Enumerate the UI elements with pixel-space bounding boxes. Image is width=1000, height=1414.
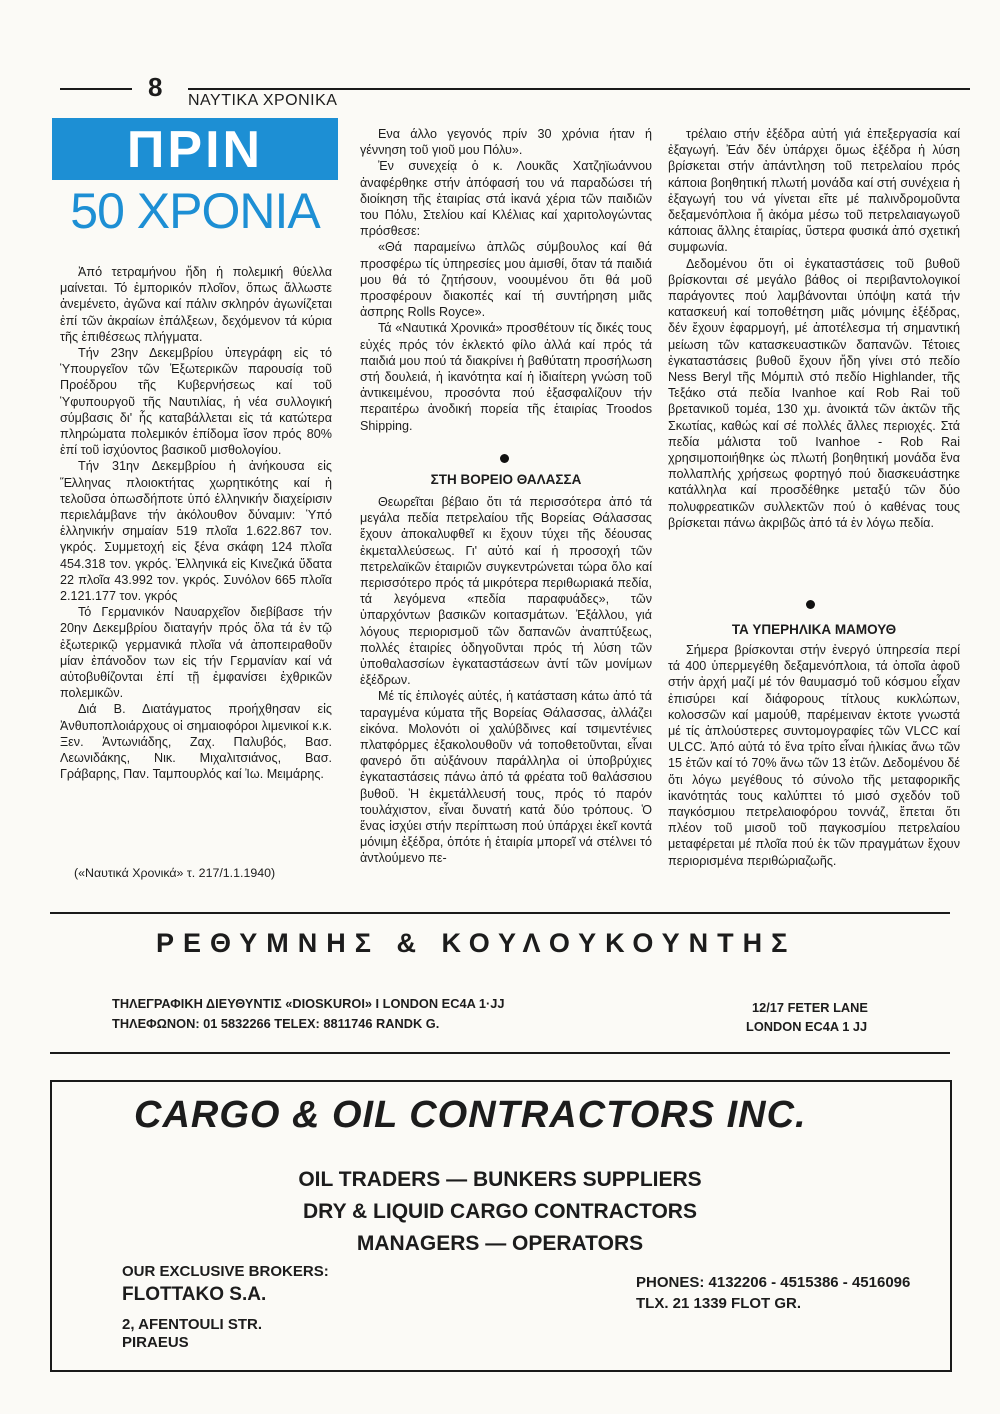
page-number: 8 (148, 72, 163, 102)
column-3-text-bottom (668, 642, 960, 869)
column-2-paragraph: Τά «Ναυτικά Χρονικά» προσθέτουν τίς δικές τους εὐχές πρός τόν ἐκλεκτό φίλο ἀλλά καί πρός τά παιδιά μου πού τά διακρίνει ἡ βαθύτατη προσήλωση στή δουλειά, ἡ ἱκανότητα καί ἡ ἰδιαίτερη γνώση τοῦ ἀντικειμένου, προσόντα πού ἐξασφαλίζουν τήν περαιτέρω ἀνοδική πορεία τῆς ἑταιρίας Troodos Shipping. (360, 321, 652, 433)
column-2-paragraph: «Θά παραμείνω ἁπλῶς σύμβουλος καί θά προσφέρω τίς ὑπηρεσίες μου ἀμισθί, ὅταν τά παιδιά μου θά τό ζητήσουν, νοουμένου ὅτι θά μοῦ προσφέρουν διακοπές καί τή συντήρηση μιᾶς ἀσπρης Rolls Royce». (360, 240, 652, 320)
column-3-paragraph: Σήμερα βρίσκονται στήν ἐνεργό ὑπηρεσία περί τά 400 ὑπερμεγέθη δεξαμενόπλοια, τά ὁποῖα ἀφοῦ στήν ἀρχή μαζί μέ τόν θαυμασμό τοῦ κόσμου εἶχαν ἐπισύρει καί διάφορους τίτλους κυκλώπων, κολοσσῶν καί μαμούθ, παρέμειναν ἐκτοτε γνωστά μέ τίς ἁπλούστερες συντομογραφίες τῶν VLCC καί ULCC. Ἀπό αὐτά τό ἕνα τρίτο εἶναι ἡλικίας ἄνω τῶν 15 ἐτῶν καί τό 70% ἄνω τῶν 13 ἐτῶν. Δεδομένου δέ ὅτι λόγω μεγέθους τό σύνολο τῆς μεταφορικῆς ἱκανότητάς τους καλύπτει τό μισό σχεδόν τοῦ παγκόσμιου πετρελαιοφόρου τοννάζ, ἕπεται ὅτι πλέον τοῦ μισοῦ τοῦ παγκοσμίου πετρελαίου μεταφέρεται μέ πλοῖα πού ἐκ τῶν πραγμάτων ἔχουν περιορισμένα περιθώριαζωῆς. (668, 643, 960, 868)
section-title-block (52, 118, 338, 240)
column-1-paragraph: Ἀπό τετραμήνου ἤδη ἡ πολεμική θύελλα μαίνεται. Τό ἐμπορικόν πλοῖον, ὅπως ἄλλωστε ἀνεμένετο, ἀγῶνα καί πάλιν σκληρόν ἀγωνίζεται ἐπί τῶν ἀκραίων ἐπάλξεων, δεχόμενον τά κύρια τῆς ἐπιθέσεως πλήγματα. (60, 265, 332, 344)
column-3-paragraph: Δεδομένου ὅτι οἱ ἐγκαταστάσεις τοῦ βυθοῦ βρίσκονται σέ μεγάλο βάθος οἱ περιβαντολογικοί παράγοντες πού λαμβάνονται ὑπόψη κατά τήν κατασκευή καί τοποθέτηση μιᾶς μόνιμης ἐξέδρας, δέν ἔχουν ἐφαρμογή, μέ ἀποτέλεσμα τή σημαντική μείωση τῶν κατασκευαστικῶν δαπανῶν. Τέτοιες ἐγκαταστάσεις βυθοῦ ἔχουν ἤδη γίνει στό πεδίο Ness Beryl τῆς Μόμπιλ στό πεδίο Highlander, τῆς Τεξάκο στά πεδία Ivanhoe καί Rob Rai τοῦ βρετανικοῦ τομέα, 130 χμ. ἀνοικτά τῶν ἀκτῶν τῆς Σκωτίας, καθώς καί σέ πολλές ἄλλες περιοχές. Στά πεδία μάλιστα τοῦ Ivanhoe - Rob Rai χρησιμοποιήθηκε ὡς πλωτή βοηθητική μονάδα ἕνα πολλαπλής χρήσεως φορτηγό πού διασκευάστηκε κατάλληλα καί προσδέθηκε μεταξύ τῶν δύο πολυφρεατικῶν συλλεκτῶν πού ὁ καθένας τους βρίσκεται πάνω ἀκριβῶς ἀπό τά ἐν λόγω πεδία. (668, 256, 960, 530)
column-1-text (60, 264, 332, 783)
advertisement-2-company-name: CARGO & OIL CONTRACTORS INC. (134, 1094, 807, 1136)
column-1-paragraph: Τήν 23ην Δεκεμβρίου ὑπεγράφη εἰς τό Ὑπουργεῖον τῶν Ἐξωτερικῶν παρουσίᾳ τοῦ Προέδρου τῆς Κυβερνήσεως καί τοῦ Ὑφυπουργοῦ τῆς Ναυτιλίας, ἡ νέα συλλογική σύμβασις δι' ἧς καταβάλλεται εἰς τά κατώτερα πληρώματα πολεμικόν ἐπίδομα ἴσον πρός 80% ἐπί τοῦ ἰσχύοντος βασικοῦ μισθολογίου. (60, 346, 332, 458)
header-rule-right (188, 88, 970, 90)
section-title-line1: ΠΡΙΝ (126, 121, 264, 179)
advertisement-2-phones: PHONES: 4132206 - 4515386 - 4516096 (636, 1274, 911, 1291)
advertisement-1-top-rule (50, 912, 950, 914)
advertisement-2-city: PIRAEUS (122, 1334, 189, 1351)
advertisement-2-brokers-label: OUR EXCLUSIVE BROKERS: (122, 1263, 329, 1280)
subheading-north-sea: ΣΤΗ ΒΟΡΕΙΟ ΘΑΛΑΣΣΑ (430, 472, 582, 487)
column-1-paragraph: Διά Β. Διατάγματος προήχθησαν εἰς Ἀνθυποπλοιάρχους οἱ σημαιοφόροι λιμενικοί κ.κ. Ξεν. Ἀντωνιάδης, Ζαχ. Παλυβός, Βασ. Λεωνιδάκης, Νικ. Μιχαλιτσιάνος, Βασ. Γράβαρης, Παν. Ταμπουρλός καί Ἰω. Μειμάρης. (60, 702, 332, 782)
column-2-text-top (360, 126, 652, 434)
advertisement-2-services-line-1: OIL TRADERS — BUNKERS SUPPLIERS (298, 1168, 702, 1191)
advertisement-2-street-address: 2, AFENTOULI STR. (122, 1316, 263, 1333)
section-divider-bullet (500, 454, 509, 463)
column-3-text-top (668, 126, 960, 531)
advertisement-1-phone-telex: ΤΗΛΕΦΩΝΟΝ: 01 5832266 TELEX: 8811746 RANDK G. (112, 1016, 440, 1031)
section-divider-bullet (806, 600, 815, 609)
subheading-mammoths: ΤΑ ΥΠΕΡΗΛΙΚΑ ΜΑΜΟΥΘ (731, 622, 897, 637)
column-1-paragraph: Τό Γερμανικόν Ναυαρχεῖον διεβίβασε τήν 20ην Δεκεμβρίου διαταγήν πρός ὅλα τά ἐν τῷ ἐξωτερικῷ γερμανικά πλοῖα νά ἀποπειραθοῦν μίαν ἐπάνοδον των εἰς τήν Γερμανίαν καί νά αὐτοβυθίζονται ἐπί τῇ ἐμφανίσει ἐχθρικῶν πολεμικῶν. (60, 605, 332, 701)
column-2-paragraph: Μέ τίς ἐπιλογές αὐτές, ἡ κατάσταση κάτω ἀπό τά ταραγμένα κύματα τῆς Βορείας Θάλασσας, ἀλλάζει εἰκόνα. Μολονότι οἱ χαλύβδινες καί τσιμεντένιες πλατφόρμες ἐξακολουθοῦν νά τοποθετοῦνται, εἶναι φανερό ὅτι αὐξάνουν παράλληλα οἱ ὑποβρύχιες ἐγκαταστάσεις πάνω ἀπό τά φρέατα τοῦ θαλάσσιου βυθοῦ. Ἡ ἐκμετάλλευσή τους, πρός τό παρόν τουλάχιστον, εἶναι δυνατή κατά δύο τρόπους. Ὁ ἕνας ἰσχύει στήν περίπτωση πού ὑπάρχει ἐκεῖ κοντά μόνιμη ἐξέδρα, ὁπότε ἡ ἑταιρία μπορεῖ νά στέλνει τό ἀντλούμενο πε- (360, 689, 652, 866)
article-source: («Ναυτικά Χρονικά» τ. 217/1.1.1940) (74, 866, 276, 880)
column-1-paragraph: Τήν 31ην Δεκεμβρίου ἡ ἀνήκουσα εἰς Ἕλληνας πλοιοκτήτας χωρητικότης καί ἡ τελοῦσα ὁπωσδήποτε ὑπό ἑλληνικήν διαχείρισιν περιελάμβανε τήν ἀκόλουθον δύναμιν: Ὑπό ἑλληνικήν σημαίαν 519 πλοῖα 1.622.867 τον. γκρός. Συμμετοχή εἰς ξένα σκάφη 124 πλοῖα 454.318 τον. γκρός. Ἑλληνικά εἰς Κινεζικά ὕδατα 22 πλοῖα 43.992 τον. γκρός. Συνόλον 665 πλοῖα 2.121.177 τον. γκρός (60, 459, 332, 604)
advertisement-1-company-name: ΡΕΘΥΜΝΗΣ & ΚΟΥΛΟΥΚΟΥΝΤΗΣ (156, 928, 797, 958)
column-2-text-bottom (360, 494, 652, 867)
publication-title: ΝΑΥΤΙΚΑ ΧΡΟΝΙΚΑ (188, 92, 338, 109)
column-2-paragraph: Θεωρεῖται βέβαιο ὅτι τά περισσότερα ἀπό τά μεγάλα πεδία πετρελαίου τῆς Βορείας Θάλασσας ἔχουν ἀποκαλυφθεῖ κι ἔχουν τύχει τῆς δέουσας ἐκμεταλλεύσεως. Γι' αὐτό καί ἡ προσοχή τῶν πετρελαϊκῶν ἑταιριῶν συγκεντρώνεται τώρα ὅλο καί περισσότερο πρός τά μικρότερα περιθωριακά πεδία, τά λεγόμενα «πεδία παραφυάδες», τῶν ὑπαρχόντων βασικῶν κοιτασμάτων. Ἐξάλλου, γιά λόγους περιορισμοῦ τῶν δαπανῶν ἀναπτύξεως, πολλές ἑταιρίες ὁδηγοῦνται πρός τή λύση τῶν ὑποθαλασσίων ἐγκαταστάσεων ἀντί τῶν μονίμων ἐξέδρων. (360, 495, 652, 688)
advertisement-1-bottom-rule (50, 1052, 950, 1054)
advertisement-1-street-address: 12/17 FETER LANE (752, 1000, 868, 1015)
column-2-paragraph: Ενα άλλο γεγονός πρίν 30 χρόνια ήταν ή γέννηση τοῦ γιοῦ μου Πόλυ». (360, 127, 652, 158)
section-title-line2: 50 ΧΡΟΝΙΑ (70, 183, 320, 239)
column-3-paragraph: τρέλαιο στήν ἐξέδρα αὐτή γιά ἐπεξεργασία καί ἐξαγωγή. Ἐάν δέν ὑπάρχει ὅμως ἐξέδρα ἡ λύση βρίσκεται στήν ἀπάντληση τοῦ πετρελαίου πρός κάποια βοηθητική πλωτή μονάδα καί στή συνέχεια ἡ ἐξαγωγή του νά γίνεται εἴτε μέ παλινδρομοῦντα δεξαμενόπλοια ἤ ἀκόμα μέσω τοῦ πετρελαιαγωγοῦ κάποιας ἄλλης ἑταιρίας, ὕστερα φυσικά ἀπό σχετική συμφωνία. (668, 127, 960, 255)
advertisement-1-city-address: LONDON EC4A 1 JJ (746, 1019, 868, 1034)
advertisement-2-services-line-3: MANAGERS — OPERATORS (356, 1232, 644, 1255)
advertisement-1-telegraph-address: ΤΗΛΕΓΡΑΦΙΚΗ ΔΙΕΥΘΥΝΤΙΣ «DIOSKUROI» I LONDON EC4A 1·JJ (112, 996, 505, 1011)
column-2-paragraph: Ἐν συνεχείᾳ ὁ κ. Λουκᾶς Χατζηϊωάννου ἀναφέρθηκε στήν ἀπόφασή του νά παραδώσει τή διοίκηση τῆς ἑταιρίας στά ἱκανά χέρια τῶν παιδιῶν του Πόλυ, Στελίου καί Κλέλιας καί χαριτολογώντας πρόσθεσε: (360, 159, 652, 239)
advertisement-2-broker-name: FLOTTAKO S.A. (122, 1284, 267, 1305)
header-rule-left (60, 88, 132, 90)
advertisement-2-telex: TLX. 21 1339 FLOT GR. (636, 1295, 802, 1312)
advertisement-2-services-line-2: DRY & LIQUID CARGO CONTRACTORS (303, 1200, 697, 1223)
